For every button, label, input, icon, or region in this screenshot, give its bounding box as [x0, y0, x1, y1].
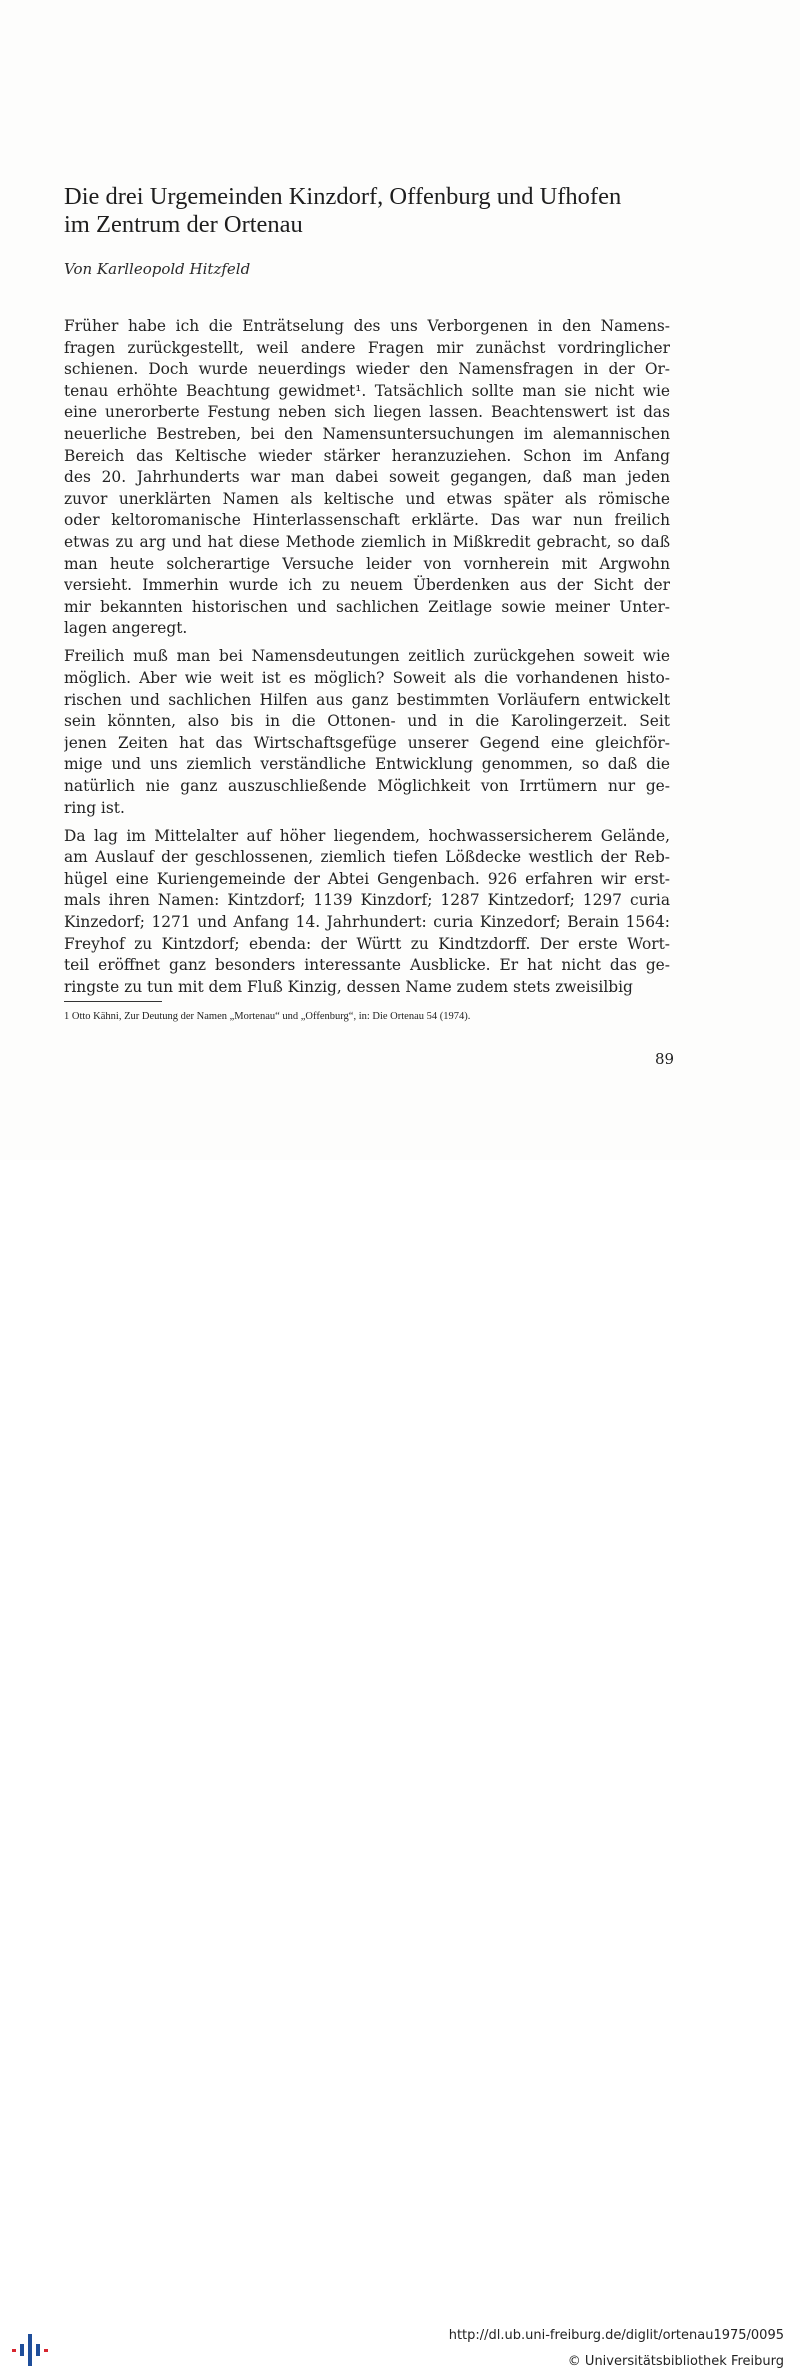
text-line: mir bekannten historischen und sachlichen Zeitlage sowie meiner Unter-	[64, 597, 670, 616]
text-line: eine unerorberte Festung neben sich liegen lassen. Beachtenswert ist das	[64, 403, 670, 422]
paragraph	[64, 646, 670, 819]
text-line: man heute solcherartige Versuche leider von vornherein mit Argwohn	[64, 554, 670, 573]
text-line: möglich. Aber wie weit ist es möglich? Soweit als die vorhandenen histo-	[64, 669, 670, 687]
text-line: ringste zu tun mit dem Fluß Kinzig, dessen Name zudem stets zweisilbig	[64, 977, 633, 996]
text-line: mige und uns ziemlich verständliche Entwicklung genommen, so daß die	[64, 755, 670, 774]
text-line: versieht. Immerhin wurde ich zu neuem Überdenken aus der Sicht der	[64, 576, 670, 595]
text-line: oder keltoromanische Hinterlassenschaft erklärte. Das war nun freilich	[64, 511, 670, 530]
ub-freiburg-logo-icon	[10, 2330, 50, 2370]
text-line: natürlich nie ganz auszuschließende Möglichkeit von Irrtümern nur ge-	[64, 776, 670, 795]
source-url-link[interactable]: http://dl.ub.uni-freiburg.de/diglit/ortenau1975/0095	[448, 2328, 784, 2343]
text-line: Kinzedorf; 1271 und Anfang 14. Jahrhundert: curia Kinzedorf; Berain 1564:	[64, 913, 670, 932]
text-line: Da lag im Mittelalter auf höher liegendem, hochwassersicherem Gelände,	[64, 826, 670, 845]
footnote: 1 Otto Kähni, Zur Deutung der Namen „Mortenau“ und „Offenburg“, in: Die Ortenau 54 (1974).	[64, 1011, 471, 1022]
text-line: fragen zurückgestellt, weil andere Fragen mir zunächst vordringlicher	[64, 338, 670, 357]
text-line: lagen angeregt.	[64, 619, 188, 638]
article-author: Von Karlleopold Hitzfeld	[64, 260, 251, 278]
paragraph	[64, 826, 670, 999]
text-line: jenen Zeiten hat das Wirtschaftsgefüge unserer Gegend eine gleichför-	[64, 733, 670, 752]
text-line: Früher habe ich die Enträtselung des uns Verborgenen in den Namens-	[64, 317, 670, 335]
article-body	[64, 316, 670, 1005]
page-number: 89	[655, 1050, 675, 1068]
text-line: Freyhof zu Kintzdorf; ebenda: der Württ zu Kindtzdorff. Der erste Wort-	[64, 934, 670, 953]
text-line: tenau erhöhte Beachtung gewidmet¹. Tatsächlich sollte man sie nicht wie	[64, 381, 670, 400]
viewer-footer	[0, 1160, 800, 2369]
text-line: am Auslauf der geschlossenen, ziemlich tiefen Lößdecke westlich der Reb-	[64, 848, 670, 867]
text-line: etwas zu arg und hat diese Methode ziemlich in Mißkredit gebracht, so daß	[64, 532, 670, 551]
paragraph	[64, 316, 670, 640]
document-page	[0, 0, 800, 1160]
text-line: rischen und sachlichen Hilfen aus ganz bestimmten Vorläufern entwickelt	[64, 690, 670, 709]
text-line: teil eröffnet ganz besonders interessante Ausblicke. Er hat nicht das ge-	[64, 956, 670, 975]
text-line: schienen. Doch wurde neuerdings wieder den Namensfragen in der Or-	[64, 360, 670, 379]
copyright-notice: © Universitätsbibliothek Freiburg	[567, 2354, 784, 2369]
text-line: sein könnten, also bis in die Ottonen- und in die Karolingerzeit. Seit	[64, 712, 670, 731]
text-line: des 20. Jahrhunderts war man dabei soweit gegangen, daß man jeden	[64, 468, 670, 487]
article-title-line-2: im Zentrum der Ortenau	[64, 211, 303, 238]
article-title	[64, 183, 684, 239]
text-line: Bereich das Keltische wieder stärker heranzuziehen. Schon im Anfang	[64, 446, 670, 465]
text-line: mals ihren Namen: Kintzdorf; 1139 Kinzdorf; 1287 Kintzedorf; 1297 curia	[64, 891, 670, 910]
text-line: neuerliche Bestreben, bei den Namensuntersuchungen im alemannischen	[64, 424, 670, 443]
text-line: hügel eine Kuriengemeinde der Abtei Gengenbach. 926 erfahren wir erst-	[64, 869, 670, 888]
text-line: ring ist.	[64, 798, 125, 817]
footnote-divider	[64, 1001, 162, 1002]
text-line: zuvor unerklärten Namen als keltische und etwas später als römische	[64, 489, 670, 508]
article-title-line-1: Die drei Urgemeinden Kinzdorf, Offenburg und Ufhofen	[64, 183, 622, 210]
text-line: Freilich muß man bei Namensdeutungen zeitlich zurückgehen soweit wie	[64, 647, 670, 666]
